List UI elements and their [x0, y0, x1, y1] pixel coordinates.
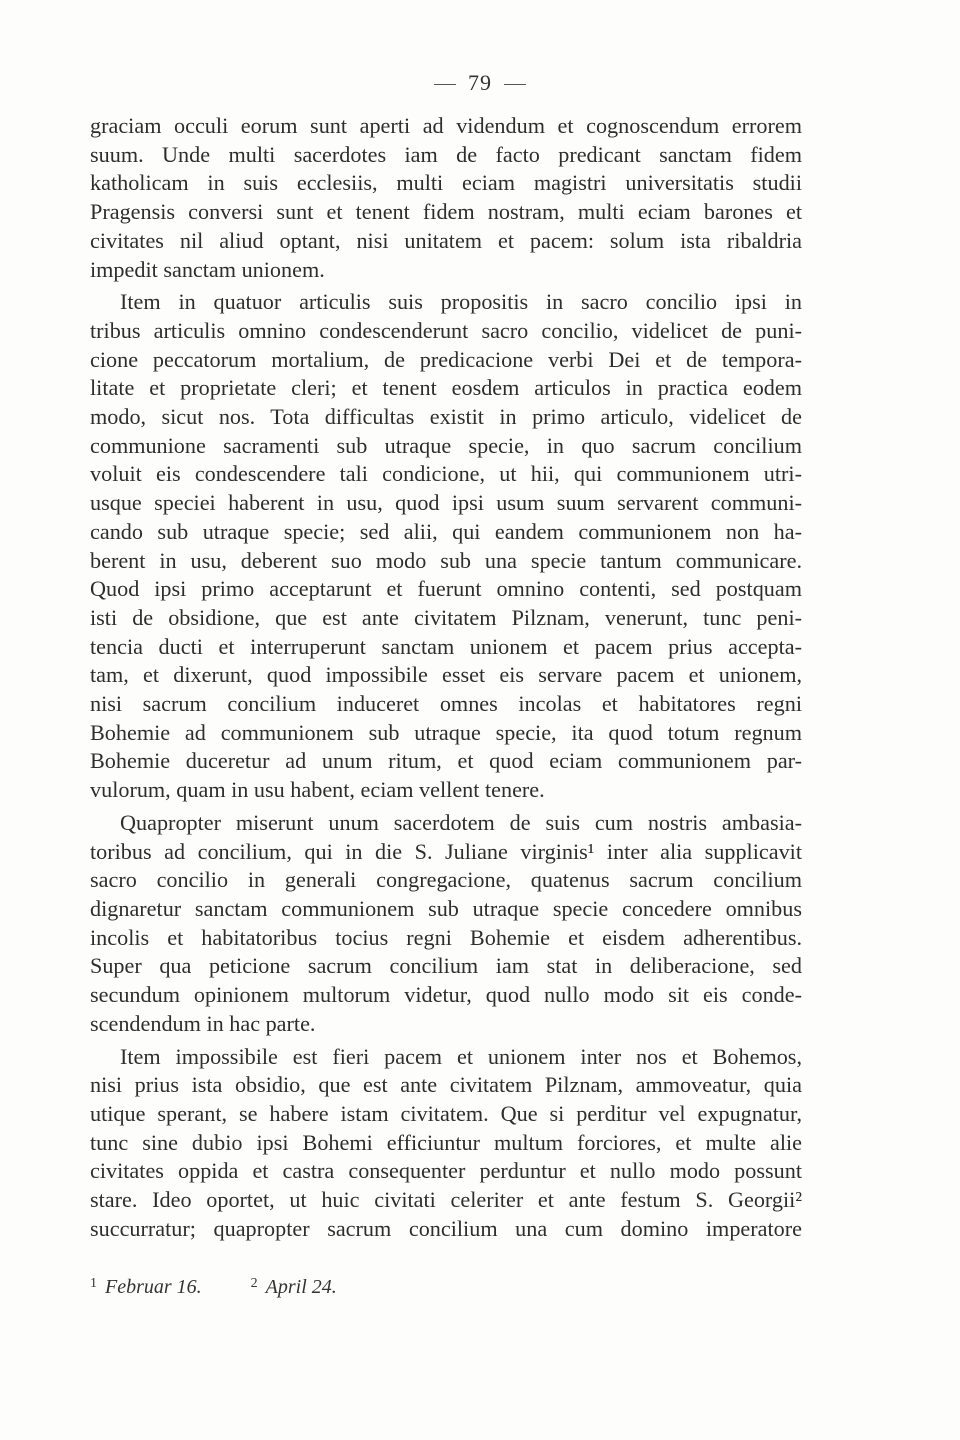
- text-line: nisi prius ista obsidio, que est ante civitatem Pilznam, ammoveatur, quia: [90, 1072, 802, 1098]
- text-line: berent in usu, deberent suo modo sub una specie tantum communicare.: [90, 547, 802, 573]
- text-line: Pragensis conversi sunt et tenent fidem nostram, multi eciam barones et: [90, 199, 802, 225]
- text-line: tam, et dixerunt, quod impossibile esset eis servare pacem et unionem,: [90, 662, 802, 688]
- text-line: civitates oppida et castra consequenter perduntur et nullo modo possunt: [90, 1158, 802, 1184]
- text-line: modo, sicut nos. Tota difficultas existit in primo articulo, videlicet de: [90, 404, 802, 430]
- text-line: Bohemie duceretur ad unum ritum, et quod eciam communionem par-: [90, 748, 802, 774]
- footnotes: [90, 1276, 802, 1299]
- text-line: Item in quatuor articulis suis propositis in sacro concilio ipsi in: [120, 289, 802, 315]
- text-line: incolis et habitatoribus tocius regni Bohemie et eisdem adherentibus.: [90, 924, 802, 950]
- body-text: [90, 112, 802, 1243]
- text-line: Quapropter miserunt unum sacerdotem de suis cum nostris ambasia-: [120, 809, 802, 835]
- text-line: sacro concilio in generali congregacione, quatenus sacrum concilium: [90, 867, 802, 893]
- paragraph: [90, 809, 802, 1039]
- text-line: isti de obsidione, que est ante civitatem Pilznam, venerunt, tunc peni-: [90, 604, 802, 630]
- paragraph: [90, 112, 802, 284]
- header-dash-left: [434, 84, 456, 85]
- text-line: Super qua peticione sacrum concilium iam stat in deliberacione, sed: [90, 953, 802, 979]
- text-line: litate et proprietate cleri; et tenent eosdem articulos in practica eodem: [90, 375, 802, 401]
- text-line: graciam occuli eorum sunt aperti ad videndum et cognoscendum errorem: [90, 113, 802, 138]
- text-line: voluit eis condescendere tali condicione, ut hii, qui communionem utri-: [90, 461, 802, 487]
- text-line: usque speciei haberent in usu, quod ipsi usum suum servarent communi-: [90, 490, 802, 516]
- text-line: impedit sanctam unionem.: [90, 256, 325, 282]
- header-dash-right: [504, 84, 526, 85]
- footnote: [90, 1276, 202, 1299]
- text-line: Item impossibile est fieri pacem et unionem inter nos et Bohemos,: [120, 1043, 802, 1069]
- text-line: katholicam in suis ecclesiis, multi eciam magistri universitatis studii: [90, 170, 802, 196]
- text-line: Quod ipsi primo acceptarunt et fuerunt omnino contenti, sed postquam: [90, 576, 802, 602]
- text-line: communione sacramenti sub utraque specie, in quo sacrum concilium: [90, 432, 802, 458]
- text-line: cando sub utraque specie; sed alii, qui eandem communionem non ha-: [90, 518, 802, 544]
- text-line: tribus articulis omnino condescenderunt sacro concilio, videlicet de puni-: [90, 317, 802, 343]
- footnote-number: 2: [250, 1276, 258, 1291]
- text-line: stare. Ideo oportet, ut huic civitati celeriter et ante festum S. Georgii²: [90, 1187, 802, 1213]
- footnote-text: Februar 16.: [105, 1276, 202, 1298]
- text-line: nisi sacrum concilium induceret omnes incolas et habitatores regni: [90, 691, 802, 717]
- text-line: civitates nil aliud optant, nisi unitatem et pacem: solum ista ribaldria: [90, 227, 802, 253]
- text-line: succurratur; quapropter sacrum concilium una cum domino imperatore: [90, 1215, 802, 1241]
- text-line: scendendum in hac parte.: [90, 1010, 316, 1036]
- text-line: utique sperant, se habere istam civitatem. Que si perditur vel expugnatur,: [90, 1100, 802, 1126]
- page-number-header: [0, 70, 960, 96]
- text-line: vulorum, quam in usu habent, eciam vellent tenere.: [90, 777, 545, 803]
- text-line: tunc sine dubio ipsi Bohemi efficiuntur multum forciores, et multe alie: [90, 1129, 802, 1155]
- footnote: [251, 1276, 337, 1299]
- paragraph: [90, 1043, 802, 1244]
- text-line: dignaretur sanctam communionem sub utraque specie concedere omnibus: [90, 895, 802, 921]
- paragraph: [90, 288, 802, 805]
- text-line: tencia ducti et interruperunt sanctam unionem et pacem prius accepta-: [90, 633, 802, 659]
- footnote-number: 1: [90, 1276, 97, 1291]
- text-line: Bohemie ad communionem sub utraque specie, ita quod totum regnum: [90, 719, 802, 745]
- text-line: cione peccatorum mortalium, de predicacione verbi Dei et de tempora-: [90, 346, 802, 372]
- footnote-text: April 24.: [265, 1276, 337, 1298]
- text-line: toribus ad concilium, qui in die S. Juliane virginis¹ inter alia supplicavit: [90, 838, 802, 864]
- page-number: 79: [468, 70, 492, 95]
- text-line: secundum opinionem multorum videtur, quod nullo modo sit eis conde-: [90, 982, 802, 1008]
- text-line: suum. Unde multi sacerdotes iam de facto predicant sanctam fidem: [90, 141, 802, 167]
